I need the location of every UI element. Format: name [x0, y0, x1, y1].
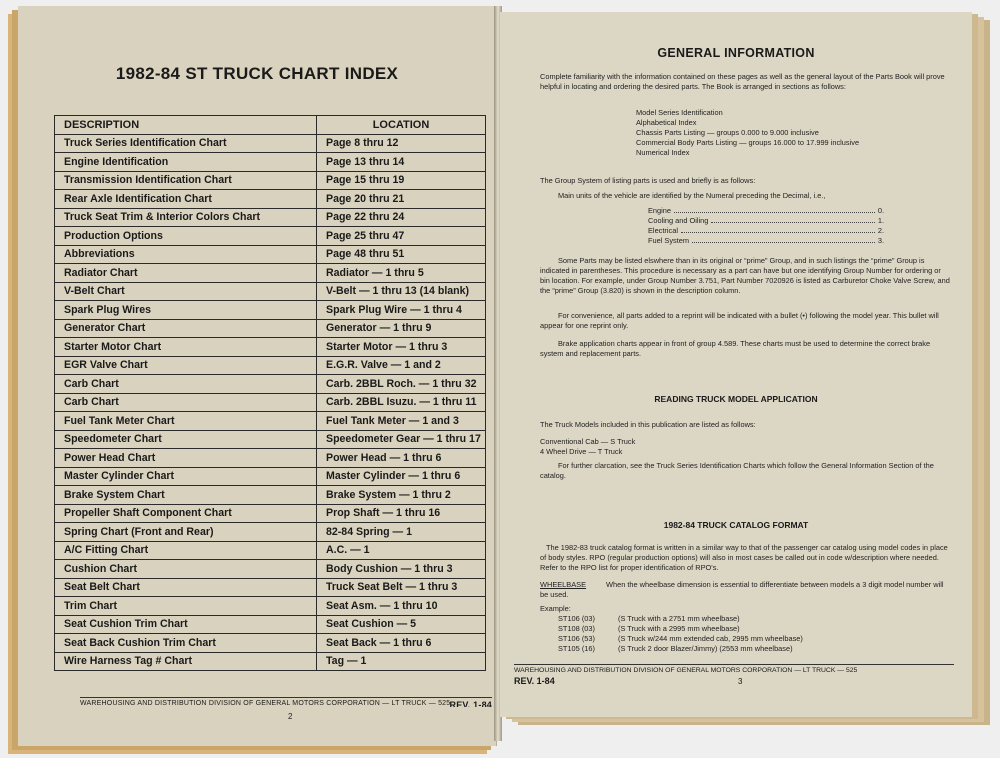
general-info-title: GENERAL INFORMATION: [657, 46, 815, 60]
table-row: [55, 393, 486, 412]
list-item: Fuel System 3.: [648, 236, 884, 245]
list-item: Commercial Body Parts Listing — groups 16.000 to 17.999 inclusive: [636, 138, 860, 147]
location-cell: Page 48 thru 51: [317, 245, 486, 264]
right-rev: REV. 1-84: [514, 676, 555, 686]
table-row: [55, 356, 486, 375]
right-footer: WAREHOUSING AND DISTRIBUTION DIVISION OF GENERAL MOTORS CORPORATION — LT TRUCK — 525: [514, 664, 954, 674]
description-cell: A/C Fitting Chart: [55, 541, 317, 560]
table-row: [55, 430, 486, 449]
list-item: Alphabetical Index: [636, 118, 697, 127]
description-cell: Seat Cushion Trim Chart: [55, 615, 317, 634]
list-item: ST105 (16) (S Truck 2 door Blazer/Jimmy) (2553 mm wheelbase): [558, 644, 793, 653]
list-item: ST106 (03) (S Truck with a 2751 mm wheelbase): [558, 614, 740, 623]
list-item: ST106 (53) (S Truck w/244 mm extended cab, 2995 mm wheelbase): [558, 634, 803, 643]
description-cell: Trim Chart: [55, 597, 317, 616]
location-cell: Prop Shaft — 1 thru 16: [317, 504, 486, 523]
units-list: [648, 206, 884, 246]
chart-index-title: 1982-84 ST TRUCK CHART INDEX: [115, 64, 399, 83]
left-page: [18, 6, 497, 746]
description-cell: Transmission Identification Chart: [55, 171, 317, 190]
table-row: [55, 467, 486, 486]
description-cell: Truck Seat Trim & Interior Colors Chart: [55, 208, 317, 227]
prime-group-paragraph: Some Parts may be listed elswhere than in its original or “prime” Group, and in such listings the “prime” Group is indicated in parentheses. This procedure is necessary as a part can have but one identifying Group Number for ordering or bin location. For example, under Group Number 3.751, Part Number 7020926 is listed as Carburetor Choke Valve Screw, and the “prime” Group (3.820) is shown in the description column.: [540, 256, 950, 295]
description-cell: Abbreviations: [55, 245, 317, 264]
left-footer-text: WAREHOUSING AND DISTRIBUTION DIVISION OF GENERAL MOTORS CORPORATION — LT TRUCK — 525: [80, 700, 451, 707]
table-header-row: [55, 116, 486, 135]
description-cell: Generator Chart: [55, 319, 317, 338]
table-row: [55, 449, 486, 468]
description-cell: Seat Back Cushion Trim Chart: [55, 634, 317, 653]
description-cell: Spark Plug Wires: [55, 301, 317, 320]
location-cell: Spark Plug Wire — 1 thru 4: [317, 301, 486, 320]
description-cell: Cushion Chart: [55, 560, 317, 579]
catalog-format-heading: 1982-84 TRUCK CATALOG FORMAT: [663, 520, 809, 530]
list-item: Electrical 2.: [648, 226, 884, 235]
location-cell: Carb. 2BBL Isuzu. — 1 thru 11: [317, 393, 486, 412]
description-cell: Fuel Tank Meter Chart: [55, 412, 317, 431]
description-cell: V-Belt Chart: [55, 282, 317, 301]
intro-paragraph: Complete familiarity with the information contained on these pages as well as the general layout of the Parts Book will prove helpful in locating and ordering the desired parts. The Book is arranged in sections as follows:: [540, 72, 945, 91]
left-page-number: 2: [288, 712, 293, 721]
description-cell: Power Head Chart: [55, 449, 317, 468]
format-paragraph: The 1982-83 truck catalog format is written in a similar way to that of the passenger car catalog using model codes in place of body styles. RPO (regular production options) will also in most cases be called out in code w/description where needed. Refer to the RPO list for proper identification of RPO's.: [540, 543, 948, 572]
reprint-paragraph: For convenience, all parts added to a reprint will be indicated with a bullet (•) following the model year. This bullet will appear for one reprint only.: [540, 311, 939, 330]
description-cell: Wire Harness Tag # Chart: [55, 652, 317, 671]
table-row: [55, 190, 486, 209]
table-row: [55, 375, 486, 394]
table-row: [55, 560, 486, 579]
description-cell: Speedometer Chart: [55, 430, 317, 449]
location-cell: V-Belt — 1 thru 13 (14 blank): [317, 282, 486, 301]
description-cell: Spring Chart (Front and Rear): [55, 523, 317, 542]
reading-model-heading: READING TRUCK MODEL APPLICATION: [654, 394, 818, 404]
table-row: [55, 523, 486, 542]
location-cell: 82-84 Spring — 1: [317, 523, 486, 542]
table-row: [55, 615, 486, 634]
description-cell: Seat Belt Chart: [55, 578, 317, 597]
location-cell: Generator — 1 thru 9: [317, 319, 486, 338]
location-cell: Seat Back — 1 thru 6: [317, 634, 486, 653]
table-row: [55, 245, 486, 264]
table-row: [55, 541, 486, 560]
chart-index-table: [54, 115, 486, 671]
description-cell: Starter Motor Chart: [55, 338, 317, 357]
table-row: [55, 338, 486, 357]
location-cell: E.G.R. Valve — 1 and 2: [317, 356, 486, 375]
list-item: Cooling and Oiling 1.: [648, 216, 884, 225]
location-cell: Page 22 thru 24: [317, 208, 486, 227]
examples-list: [540, 614, 952, 654]
description-cell: Brake System Chart: [55, 486, 317, 505]
brake-paragraph: Brake application charts appear in front of group 4.589. These charts must be used to determine the correct brake system and replacement parts.: [540, 339, 931, 358]
description-cell: Master Cylinder Chart: [55, 467, 317, 486]
table-row: [55, 134, 486, 153]
location-cell: Brake System — 1 thru 2: [317, 486, 486, 505]
location-cell: Power Head — 1 thru 6: [317, 449, 486, 468]
location-cell: Speedometer Gear — 1 thru 17: [317, 430, 486, 449]
table-row: [55, 264, 486, 283]
table-row: [55, 597, 486, 616]
table-row: [55, 319, 486, 338]
wheelbase-text: When the wheelbase dimension is essential to differentiate between models a 3 digit model number will be used.: [540, 580, 944, 599]
table-row: [55, 634, 486, 653]
description-cell: Truck Series Identification Chart: [55, 134, 317, 153]
left-rev: REV. 1-84: [449, 700, 492, 707]
table-row: [55, 504, 486, 523]
location-cell: Page 20 thru 21: [317, 190, 486, 209]
group-system-text: The Group System of listing parts is used and briefly is as follows:: [540, 176, 756, 185]
description-cell: Engine Identification: [55, 153, 317, 172]
location-cell: Master Cylinder — 1 thru 6: [317, 467, 486, 486]
wheelbase-block: [540, 580, 952, 600]
table-row: [55, 301, 486, 320]
location-cell: Tag — 1: [317, 652, 486, 671]
table-row: [55, 282, 486, 301]
location-cell: Radiator — 1 thru 5: [317, 264, 486, 283]
description-cell: Radiator Chart: [55, 264, 317, 283]
location-cell: Page 25 thru 47: [317, 227, 486, 246]
location-cell: Page 8 thru 12: [317, 134, 486, 153]
list-item: Chassis Parts Listing — groups 0.000 to 9.000 inclusive: [636, 128, 819, 137]
sections-list: [636, 108, 936, 158]
location-header: LOCATION: [317, 116, 486, 135]
description-header: DESCRIPTION: [55, 116, 317, 135]
description-cell: Carb Chart: [55, 393, 317, 412]
right-page: [500, 12, 972, 717]
location-cell: Seat Asm. — 1 thru 10: [317, 597, 486, 616]
location-cell: Body Cushion — 1 thru 3: [317, 560, 486, 579]
list-item: 4 Wheel Drive — T Truck: [540, 447, 623, 456]
location-cell: Carb. 2BBL Roch. — 1 thru 32: [317, 375, 486, 394]
table-row: [55, 412, 486, 431]
example-label: Example:: [540, 604, 571, 613]
location-cell: Starter Motor — 1 thru 3: [317, 338, 486, 357]
models-further: For further clarcation, see the Truck Series Identification Charts which follow the General Information Section of the catalog.: [540, 461, 934, 480]
table-row: [55, 153, 486, 172]
models-list: [540, 437, 840, 457]
location-cell: A.C. — 1: [317, 541, 486, 560]
description-cell: EGR Valve Chart: [55, 356, 317, 375]
list-item: Engine 0.: [648, 206, 884, 215]
location-cell: Page 13 thru 14: [317, 153, 486, 172]
description-cell: Production Options: [55, 227, 317, 246]
table-row: [55, 486, 486, 505]
table-row: [55, 578, 486, 597]
models-intro: The Truck Models included in this publication are listed as follows:: [540, 420, 756, 429]
wheelbase-label: WHEELBASE: [540, 580, 587, 589]
location-cell: Truck Seat Belt — 1 thru 3: [317, 578, 486, 597]
list-item: Model Series Identification: [636, 108, 723, 117]
location-cell: Page 15 thru 19: [317, 171, 486, 190]
table-row: [55, 652, 486, 671]
list-item: Numerical Index: [636, 148, 690, 157]
main-units-text: Main units of the vehicle are identified by the Numeral preceding the Decimal, i.e.,: [558, 191, 826, 200]
description-cell: Propeller Shaft Component Chart: [55, 504, 317, 523]
location-cell: Seat Cushion — 5: [317, 615, 486, 634]
table-row: [55, 227, 486, 246]
table-row: [55, 171, 486, 190]
description-cell: Rear Axle Identification Chart: [55, 190, 317, 209]
description-cell: Carb Chart: [55, 375, 317, 394]
table-row: [55, 208, 486, 227]
location-cell: Fuel Tank Meter — 1 and 3: [317, 412, 486, 431]
right-page-number: 3: [738, 677, 743, 686]
list-item: Conventional Cab — S Truck: [540, 437, 636, 446]
list-item: ST108 (03) (S Truck with a 2995 mm wheelbase): [558, 624, 740, 633]
left-footer: [80, 697, 492, 707]
example-block: [540, 604, 952, 654]
